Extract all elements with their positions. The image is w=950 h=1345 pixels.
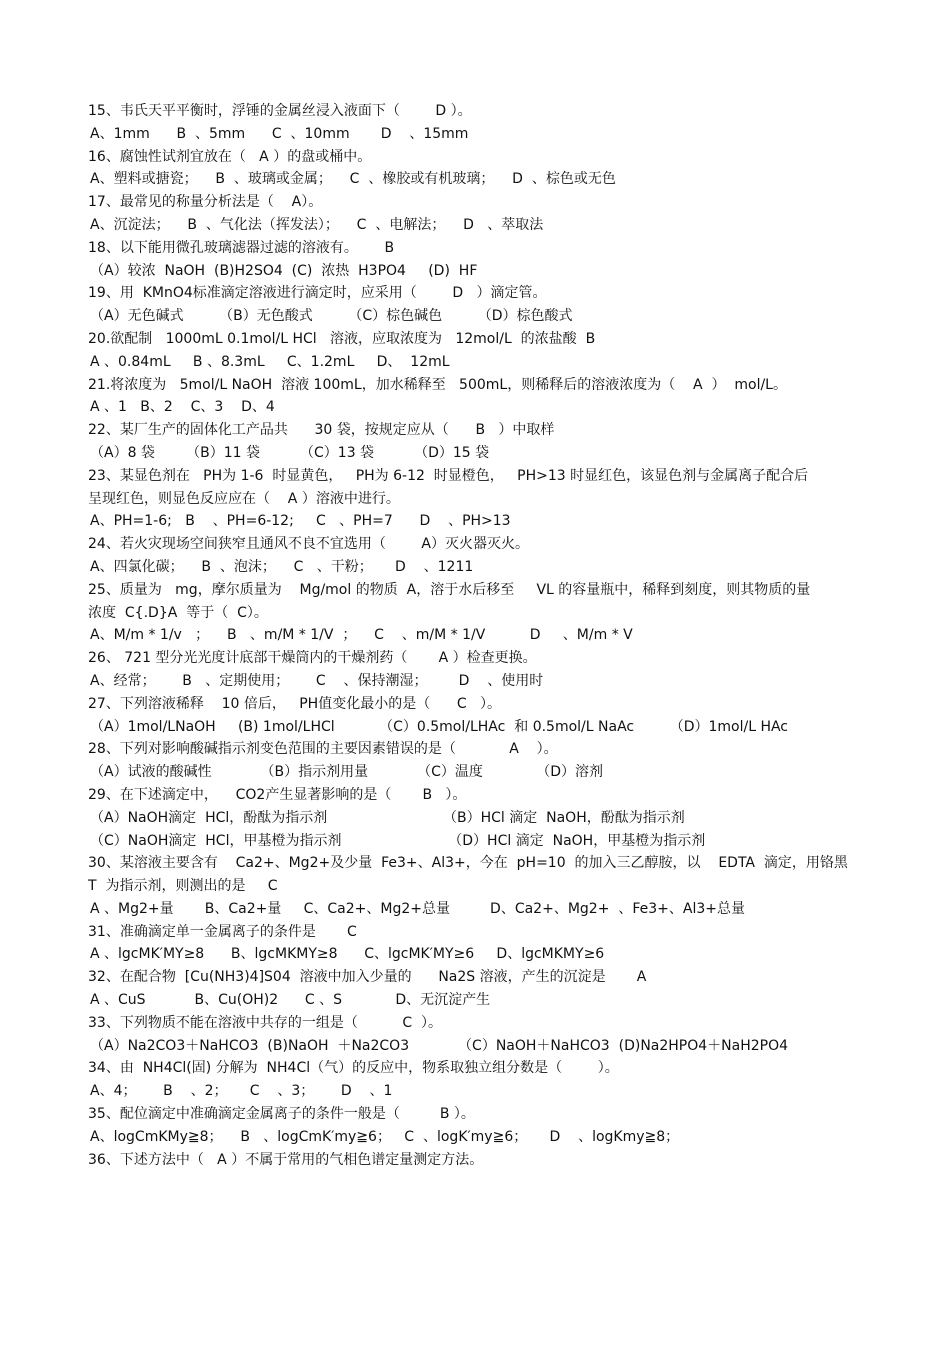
answer-options: A、PH=1-6; B 、PH=6-12; C 、PH=7 D 、PH>13: [90, 513, 511, 530]
question-text: 27、下列溶液稀释 10 倍后， PH值变化最小的是（ C ）。: [88, 695, 502, 712]
answer-options: （C）NaOH滴定 HCl，甲基橙为指示剂 （D）HCl 滴定 NaOH，甲基橙为指示剂: [90, 832, 706, 849]
answer-options: （A）无色碱式 （B）无色酸式 （C）棕色碱色 （D）棕色酸式: [90, 308, 573, 325]
question-text: 34、由 NH4Cl(固) 分解为 NH4Cl（气）的反应中，物系取独立组分数是（ ）。: [88, 1060, 619, 1077]
answer-options: （A）试液的酸碱性 （B）指示剂用量 （C）温度 （D）溶剂: [90, 764, 604, 781]
answer-options: A、沉淀法； B 、气化法（挥发法）； C 、电解法； D 、萃取法: [90, 216, 544, 233]
answer-options: A、M/m * 1/v ； B 、m/M * 1/V ； C 、m/M * 1/V D 、M/m * V: [90, 627, 633, 644]
question-text: 36、下述方法中（ A ）不属于常用的气相色谱定量测定方法。: [88, 1151, 484, 1168]
question-text: 26、 721 型分光光度计底部干燥筒内的干燥剂药（ A ）检查更换。: [88, 650, 537, 667]
question-text: 31、准确滴定单一金属离子的条件是 C: [88, 923, 357, 940]
answer-options: A、4； B 、2； C 、3； D 、1: [90, 1083, 393, 1100]
answer-options: （A）NaOH滴定 HCl，酚酞为指示剂 （B）HCl 滴定 NaOH，酚酞为指示剂: [90, 809, 685, 826]
question-text: T 为指示剂，则测出的是 C: [88, 878, 278, 895]
question-text: 24、若火灾现场空间狭窄且通风不良不宜选用（ A）灭火器灭火。: [88, 536, 529, 553]
question-text: 18、以下能用微孔玻璃滤器过滤的溶液有。 B: [88, 239, 395, 256]
question-text: 16、腐蚀性试剂宜放在（ A ）的盘或桶中。: [88, 148, 372, 165]
question-text: 30、某溶液主要含有 Ca2+、Mg2+及少量 Fe3+、Al3+，今在 pH=10 的加入三乙醇胺，以 EDTA 滴定，用铬黑: [88, 855, 848, 872]
question-text: 25、质量为 mg，摩尔质量为 Mg/mol 的物质 A，溶于水后移至 VL 的容量瓶中，稀释到刻度，则其物质的量: [88, 581, 811, 598]
question-text: 22、某厂生产的固体化工产品共 30 袋，按规定应从（ B ）中取样: [88, 422, 555, 439]
answer-options: A 、Mg2+量 B、Ca2+量 C、Ca2+、Mg2+总量 D、Ca2+、Mg2+ 、Fe3+、Al3+总量: [90, 900, 745, 917]
question-text: 35、配位滴定中准确滴定金属离子的条件一般是（ B ）。: [88, 1106, 475, 1123]
question-text: 21.将浓度为 5mol/L NaOH 溶液 100mL，加水稀释至 500mL，则稀释后的溶液浓度为（ A ） mol/L。: [88, 376, 787, 393]
question-text: 33、下列物质不能在溶液中共存的一组是（ C ）。: [88, 1014, 442, 1031]
question-text: 17、最常见的称量分析法是（ A）。: [88, 194, 323, 211]
answer-options: （A）较浓 NaOH (B)H2SO4 (C) 浓热 H3PO4 (D) HF: [90, 262, 478, 279]
answer-options: A、经常； B 、定期使用； C 、保持潮湿； D 、使用时: [90, 672, 544, 689]
answer-options: A 、lgcMK′MY≥8 B、lgcMKMY≥8 C、lgcMK′MY≥6 D、lgcMKMY≥6: [90, 946, 605, 963]
answer-options: A 、1 B、2 C、3 D、4: [90, 399, 275, 416]
question-text: 32、在配合物 [Cu(NH3)4]S04 溶液中加入少量的 Na2S 溶液，产生的沉淀是 A: [88, 969, 647, 986]
question-text: 呈现红色，则显色反应应在（ A ）溶液中进行。: [88, 490, 400, 507]
answer-options: A、四氯化碳； B 、泡沫； C 、干粉； D 、1211: [90, 558, 474, 575]
answer-options: （A）1mol/LNaOH (B) 1mol/LHCl （C）0.5mol/LHAc 和 0.5mol/L NaAc （D）1mol/L HAc: [90, 718, 788, 735]
answer-options: A、塑料或搪瓷； B 、玻璃或金属； C 、橡胶或有机玻璃； D 、棕色或无色: [90, 171, 616, 188]
answer-options: A 、0.84mL B 、8.3mL C、1.2mL D、 12mL: [90, 353, 450, 370]
answer-options: A 、CuS B、Cu(OH)2 C 、S D、无沉淀产生: [90, 992, 491, 1009]
question-text: 23、某显色剂在 PH为 1-6 时显黄色， PH为 6-12 时显橙色， PH>13 时显红色，该显色剂与金属离子配合后: [88, 467, 809, 484]
answer-options: （A）Na2CO3＋NaHCO3 (B)NaOH ＋Na2CO3 （C）NaOH＋NaHCO3 (D)Na2HPO4＋NaH2PO4: [90, 1037, 789, 1054]
question-text: 19、用 KMnO4标准滴定溶液进行滴定时，应采用（ D ）滴定管。: [88, 285, 547, 302]
question-text: 20.欲配制 1000mL 0.1mol/L HCl 溶液，应取浓度为 12mol/L 的浓盐酸 B: [88, 330, 596, 347]
answer-options: A、logCmKMy≧8； B 、logCmK′my≧6； C 、logK′my≧6； D 、logKmy≧8；: [90, 1128, 680, 1145]
question-list: [88, 100, 868, 1171]
answer-options: （A）8 袋 （B）11 袋 （C）13 袋 （D）15 袋: [90, 444, 490, 461]
answer-options: A、1mm B 、5mm C 、10mm D 、15mm: [90, 125, 469, 142]
question-text: 28、下列对影响酸碱指示剂变色范围的主要因素错误的是（ A ）。: [88, 741, 558, 758]
question-text: 15、韦氏天平平衡时，浮锤的金属丝浸入液面下（ D ）。: [88, 103, 472, 119]
question-text: 浓度 C{.D}A 等于（ C）。: [88, 604, 268, 621]
question-text: 29、在下述滴定中， CO2产生显著影响的是（ B ）。: [88, 786, 467, 803]
